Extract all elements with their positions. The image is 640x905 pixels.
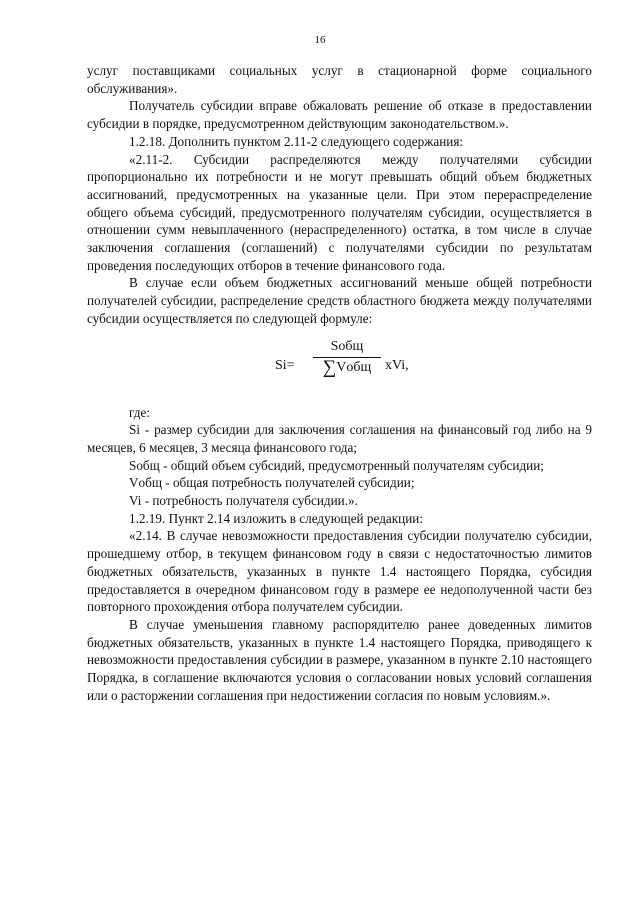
paragraph: Vобщ - общая потребность получателей субсидии; (129, 475, 415, 491)
formula-denominator-group (313, 358, 381, 377)
subsidy-formula (87, 328, 592, 404)
paragraph: Si - размер субсидии для заключения соглашения на финансовый год либо на 9 месяцев, 6 месяцев, 3 месяца финансового года; (87, 422, 592, 455)
paragraph: Vi - потребность получателя субсидии.». (129, 493, 358, 509)
paragraph: услуг поставщиками социальных услуг в стационарной форме социального обслуживания». (87, 63, 592, 96)
paragraph: В случае уменьшения главному распорядителю ранее доведенных лимитов бюджетных обязательств, указанных в пункте 1.4 настоящего Порядка, приводящего к невозможности предоставления субсидии в размере, указанном в пункте 2.10 настоящего Порядка, в соглашение включаются условия о согласовании новых условий соглашения или о расторжении соглашения при недостижении согласия по новым условиям.». (87, 616, 592, 703)
paragraph: Получатель субсидии вправе обжаловать решение об отказе в предоставлении субсидии в порядке, предусмотренном действующим законодательством.». (87, 98, 592, 132)
page-number: 16 (314, 34, 326, 46)
formula-rhs: xVi, (385, 357, 409, 373)
formula-fraction (313, 338, 381, 377)
formula-lhs: Si= (275, 357, 295, 373)
document-body (87, 62, 592, 705)
paragraph: «2.14. В случае невозможности предоставления субсидии получателю субсидии, прошедшему отбор, в текущем финансовом году в связи с недостаточностью лимитов бюджетных обязательств, указанных в пункте 1.4 настоящего Порядка, субсидия предоставляется в очередном финансовом году в размере ее недополученной части без повторного прохождения отбора получателем субсидии. (87, 528, 592, 615)
paragraph: 1.2.19. Пункт 2.14 изложить в следующей редакции: (129, 510, 423, 526)
formula-denominator: Vобщ (336, 360, 372, 376)
sum-sign: ∑ (322, 357, 337, 379)
paragraph: 1.2.18. Дополнить пунктом 2.11-2 следующего содержания: (129, 133, 464, 149)
paragraph: «2.11-2. Субсидии распределяются между получателями субсидии пропорционально их потребности и не могут превышать общий объем бюджетных ассигнований, предусмотренных на указанные цели. При этом перераспределение общего объема субсидий, предусмотренного получателям субсидии, осуществляется в отношении сумм невыплаченного (нераспределенного) остатка, в том числе в случае заключения соглашения (соглашений) с получателями субсидии по результатам проведения последующих отборов в течение финансового года. (87, 151, 592, 273)
paragraph: В случае если объем бюджетных ассигнований меньше общей потребности получателей субсидии, распределение средств областного бюджета между получателями субсидии осуществляется по следующей формуле: (87, 275, 592, 326)
formula-numerator: Sобщ (313, 338, 381, 359)
paragraph: где: (129, 404, 150, 420)
paragraph: Sобщ - общий объем субсидий, предусмотренный получателям субсидии; (129, 457, 544, 473)
